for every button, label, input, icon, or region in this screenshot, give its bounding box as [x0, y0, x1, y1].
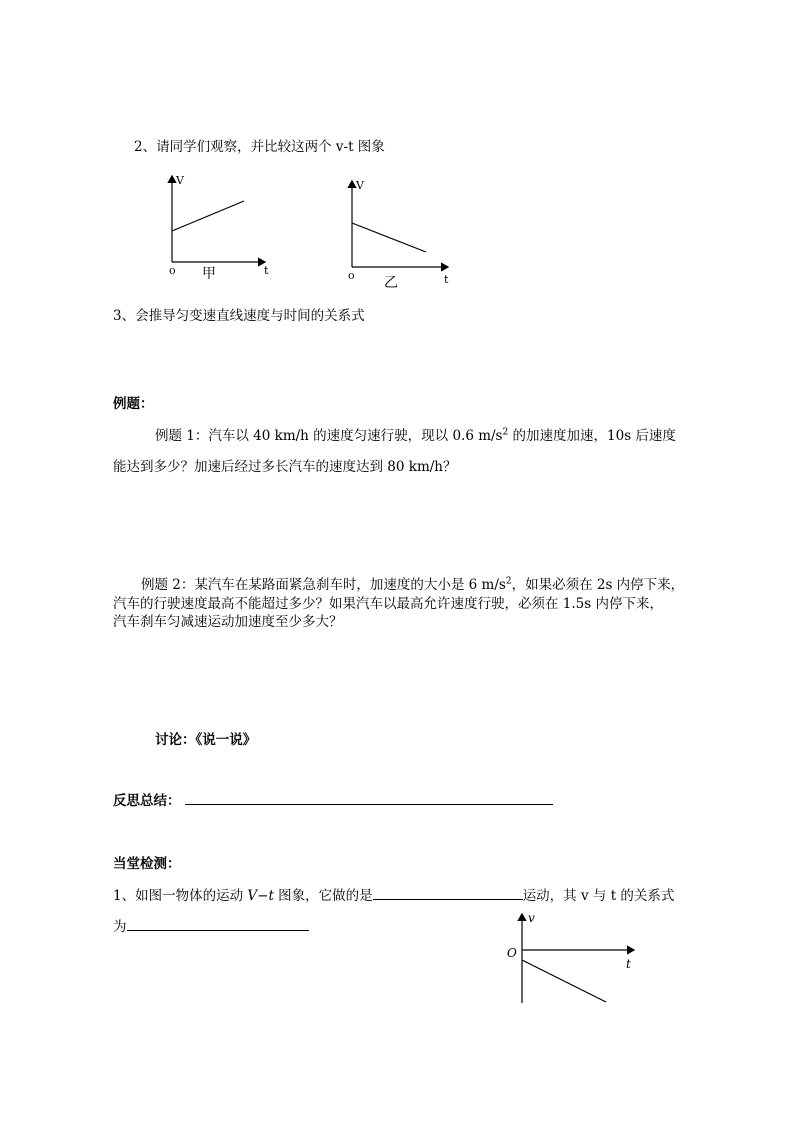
graph-jia-name: 甲: [202, 266, 216, 282]
graph-jia-t-label: t: [264, 264, 269, 277]
graph-jia-v-label: V: [176, 174, 184, 187]
graph-jia-line: [172, 201, 244, 231]
example-2-line-3: 汽车刹车匀减速运动加速度至少多大？: [113, 614, 343, 630]
question-3: 3、会推导匀变速直线速度与时间的关系式: [113, 308, 365, 324]
graph-yi-name: 乙: [384, 275, 398, 291]
reflection-row: [113, 789, 553, 809]
example-1-line-1: 例题 1：汽车以 40 km/h 的速度匀速行驶，现以 0.6 $m/s^2$ 的加速度加速，10s 后速度: [155, 427, 676, 444]
test-graph-o-label: O: [507, 946, 517, 960]
example-1-line-2: 能达到多少？加速后经过多长汽车的速度达到 80 km/h？: [113, 459, 457, 475]
examples-heading: 例题：: [113, 396, 154, 412]
question-2: 2、请同学们观察，并比较这两个 v-t 图象: [134, 139, 385, 155]
graph-yi: [340, 175, 465, 293]
reflection-blank[interactable]: [185, 790, 553, 805]
example-2-line-2: 汽车的行驶速度最高不能超过多少？如果汽车以最高允许速度行驶，必须在 1.5s 内停下来，: [113, 596, 663, 612]
test-heading: 当堂检测：: [113, 856, 181, 872]
test-q1-relation-blank[interactable]: [127, 916, 309, 931]
graph-jia: [160, 170, 280, 285]
test-q1-motion-blank[interactable]: [373, 885, 523, 900]
graph-yi-t-label: t: [444, 273, 449, 286]
example-2-line-1: 例题 2：某汽车在某路面紧急刹车时，加速度的大小是 6 $m/s^2$，如果必须在 2s 内停下来，: [141, 576, 685, 593]
test-graph-v-label: v: [528, 911, 535, 925]
graph-jia-o-label: o: [169, 264, 176, 277]
test-question-1-line-2: 为: [113, 915, 309, 935]
test-graph-line: [522, 960, 606, 1002]
discussion-heading: 讨论：《说一说》: [155, 732, 257, 748]
graph-yi-line: [352, 223, 426, 252]
reflection-label: 反思总结：: [113, 793, 181, 809]
test-graph: [502, 910, 647, 1010]
test-graph-t-label: t: [626, 957, 631, 971]
graph-yi-o-label: o: [348, 269, 355, 282]
test-question-1-line-1: 1、如图一物体的运动 V−t 图象，它做的是 运动，其 v 与 t 的关系式: [113, 884, 674, 904]
graph-yi-v-label: V: [356, 179, 364, 192]
